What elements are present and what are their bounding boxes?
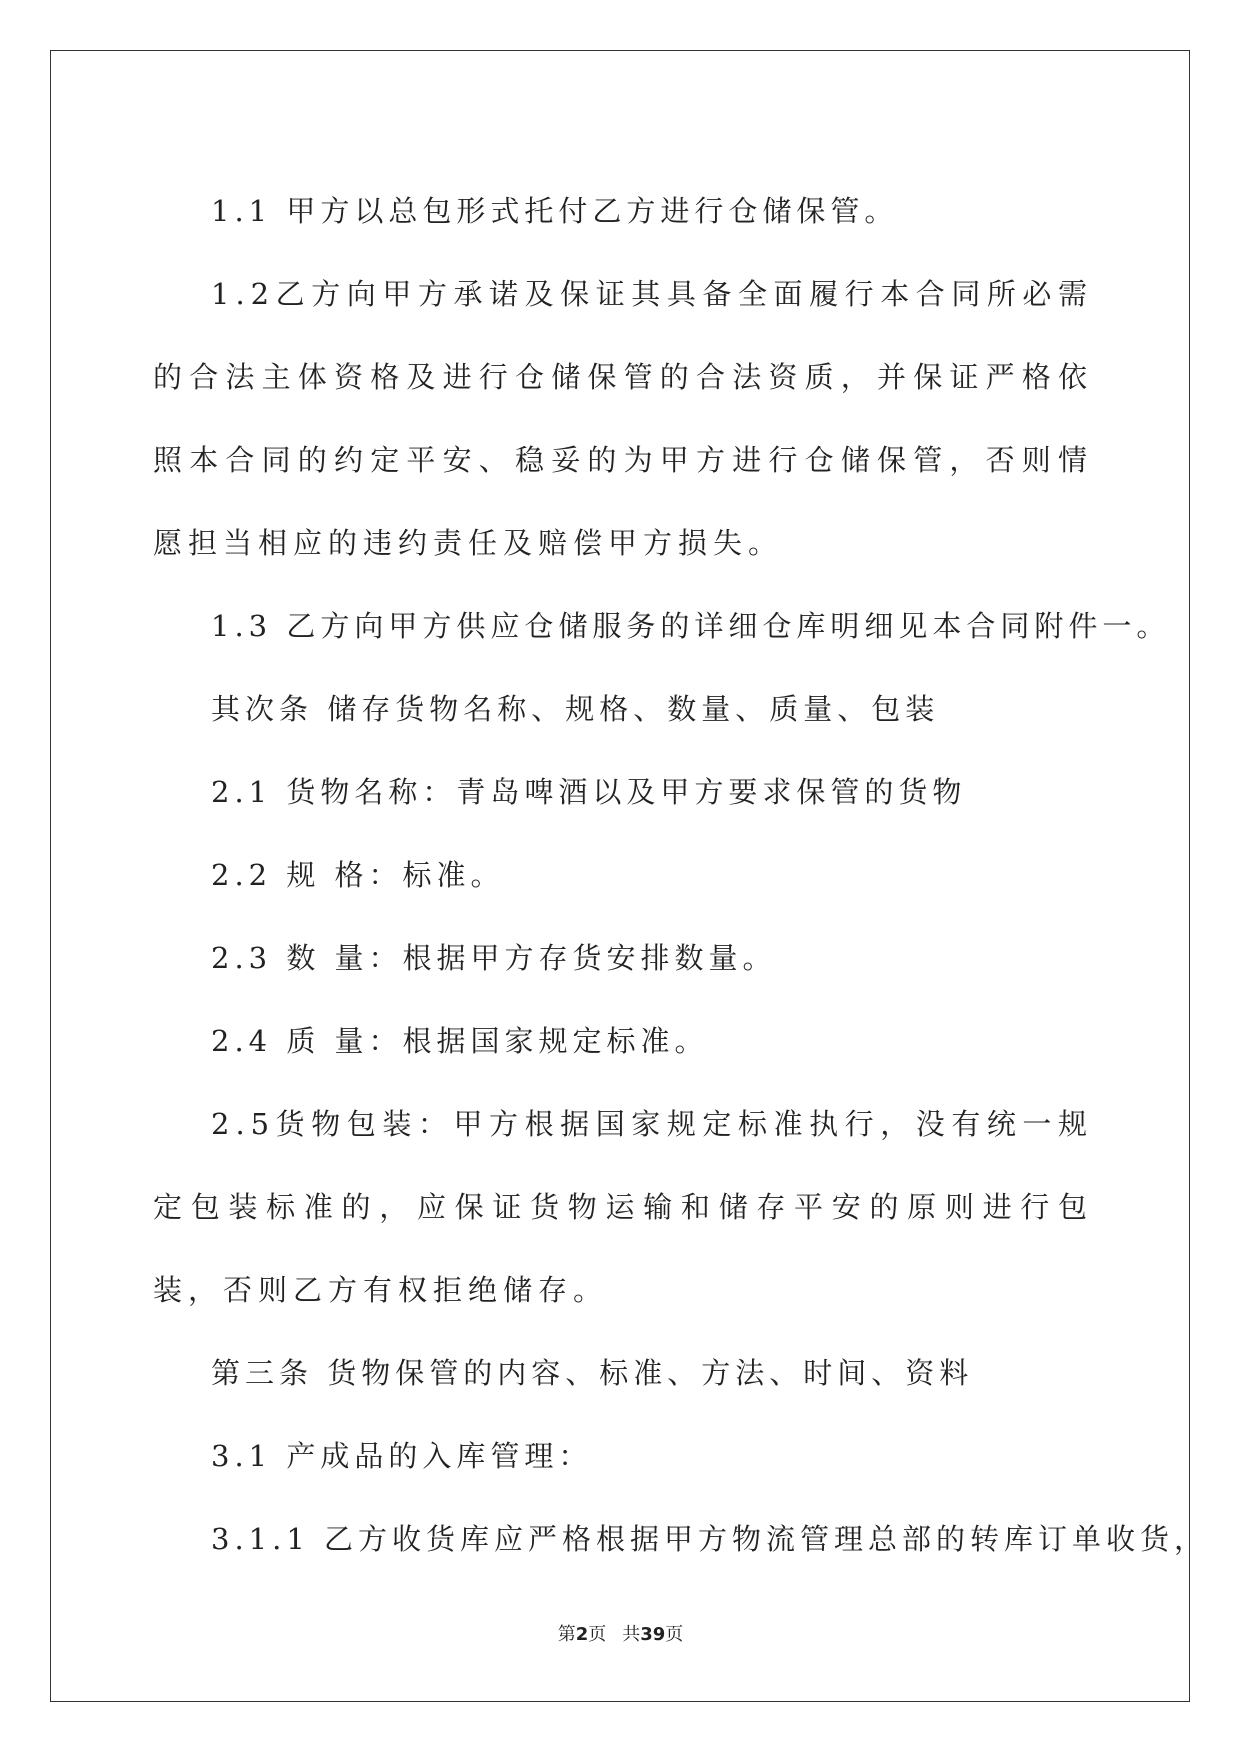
clause-2-3: 2.3 数 量：根据甲方存货安排数量。: [211, 941, 777, 975]
clause-1-3: 1.3 乙方向甲方供应仓储服务的详细仓库明细见本合同附件一。: [211, 609, 1171, 643]
total-pages: 39: [640, 1624, 666, 1645]
clause-3-1: 3.1 产成品的入库管理：: [211, 1439, 593, 1473]
article-2-heading: 其次条 储存货物名称、规格、数量、质量、包装: [211, 692, 940, 726]
page-footer: [0, 1620, 1241, 1646]
page-number: 2: [575, 1624, 589, 1645]
page-suffix: 页: [588, 1624, 607, 1645]
clause-1-2: 1.2乙方向甲方承诺及保证其具备全面履行本合同所必需的合法主体资格及进行仓储保管的合法资质，并保证严格依照本合同的约定平安、稳妥的为甲方进行仓储保管，否则情愿担当相应的违约责任及赔偿甲方损失。: [153, 277, 1093, 560]
clause-2-4: 2.4 质 量：根据国家规定标准。: [211, 1024, 709, 1058]
clause-1-1: 1.1 甲方以总包形式托付乙方进行仓储保管。: [211, 194, 899, 228]
clause-2-5: 2.5货物包装：甲方根据国家规定标准执行，没有统一规定包装标准的，应保证货物运输和储存平安的原则进行包装，否则乙方有权拒绝储存。: [153, 1107, 1093, 1307]
page-prefix: 第: [557, 1624, 576, 1645]
clause-2-1: 2.1 货物名称：青岛啤酒以及甲方要求保管的货物: [211, 775, 967, 809]
total-suffix: 页: [665, 1624, 684, 1645]
document-body: [153, 170, 1209, 1581]
article-3-heading: 第三条 货物保管的内容、标准、方法、时间、资料: [211, 1356, 974, 1390]
clause-3-1-1: 3.1.1 乙方收货库应严格根据甲方物流管理总部的转库订单收货，: [211, 1522, 1209, 1556]
clause-2-2: 2.2 规 格：标准。: [211, 858, 505, 892]
total-prefix: 共: [622, 1624, 641, 1645]
